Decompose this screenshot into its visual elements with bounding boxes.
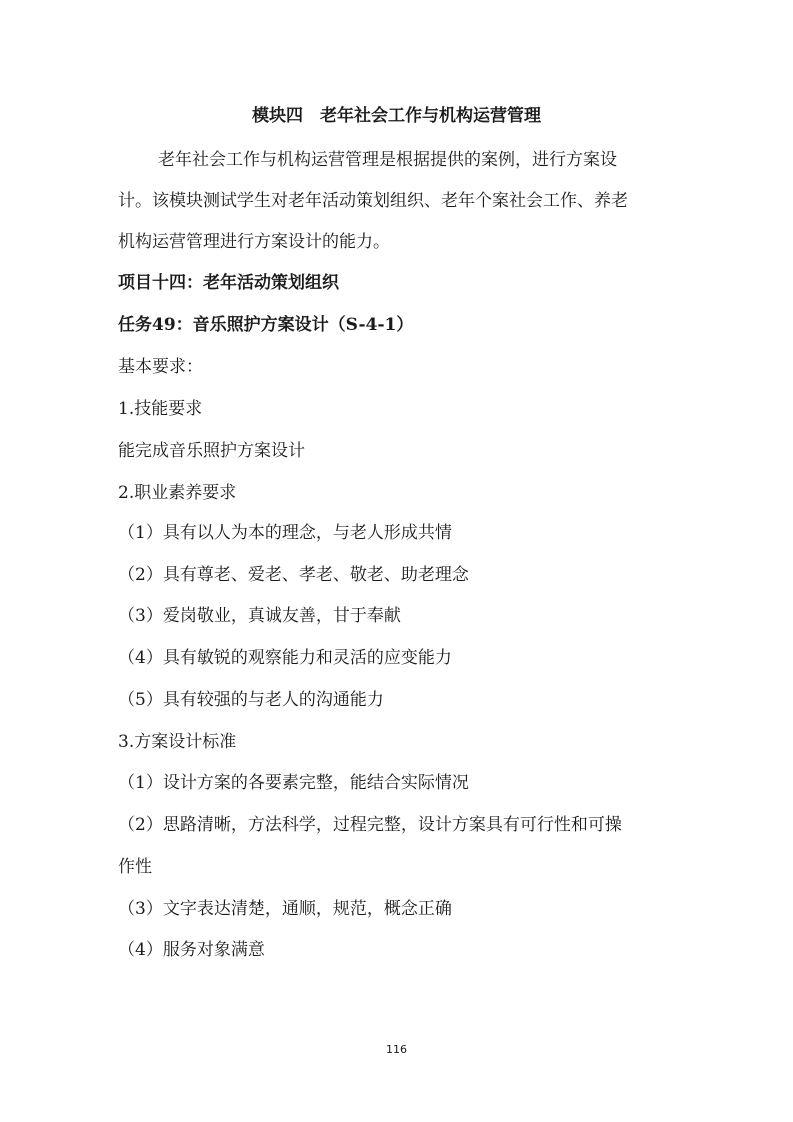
- skill-text: 能完成音乐照护方案设计: [118, 441, 305, 461]
- professional-heading: 2.职业素养要求: [118, 483, 237, 503]
- basic-requirements-label: 基本要求：: [118, 357, 203, 377]
- intro-line-3: 机构运营管理进行方案设计的能力。: [118, 232, 390, 252]
- professional-item-4: （4）具有敏锐的观察能力和灵活的应变能力: [118, 648, 452, 668]
- intro-line-1: 老年社会工作与机构运营管理是根据提供的案例，进行方案设: [158, 150, 617, 170]
- professional-item-2: （2）具有尊老、爱老、孝老、敬老、助老理念: [118, 565, 469, 585]
- standards-item-2-continued: 作性: [118, 857, 152, 877]
- professional-item-1: （1）具有以人为本的理念，与老人形成共情: [118, 523, 452, 543]
- module-title: 模块四 老年社会工作与机构运营管理: [252, 106, 541, 126]
- skill-heading: 1.技能要求: [118, 399, 203, 419]
- task-heading: 任务49：音乐照护方案设计（S-4-1）: [118, 315, 414, 335]
- intro-line-2: 计。该模块测试学生对老年活动策划组织、老年个案社会工作、养老: [118, 191, 628, 211]
- professional-item-3: （3）爱岗敬业，真诚友善，甘于奉献: [118, 606, 401, 626]
- page-number: 116: [386, 1043, 407, 1056]
- standards-item-4: （4）服务对象满意: [118, 940, 265, 960]
- project-heading: 项目十四：老年活动策划组织: [118, 273, 339, 293]
- standards-heading: 3.方案设计标准: [118, 732, 237, 752]
- professional-item-5: （5）具有较强的与老人的沟通能力: [118, 690, 384, 710]
- standards-item-1: （1）设计方案的各要素完整，能结合实际情况: [118, 773, 469, 793]
- standards-item-2: （2）思路清晰，方法科学，过程完整，设计方案具有可行性和可操: [118, 815, 622, 835]
- standards-item-3: （3）文字表达清楚，通顺，规范，概念正确: [118, 899, 452, 919]
